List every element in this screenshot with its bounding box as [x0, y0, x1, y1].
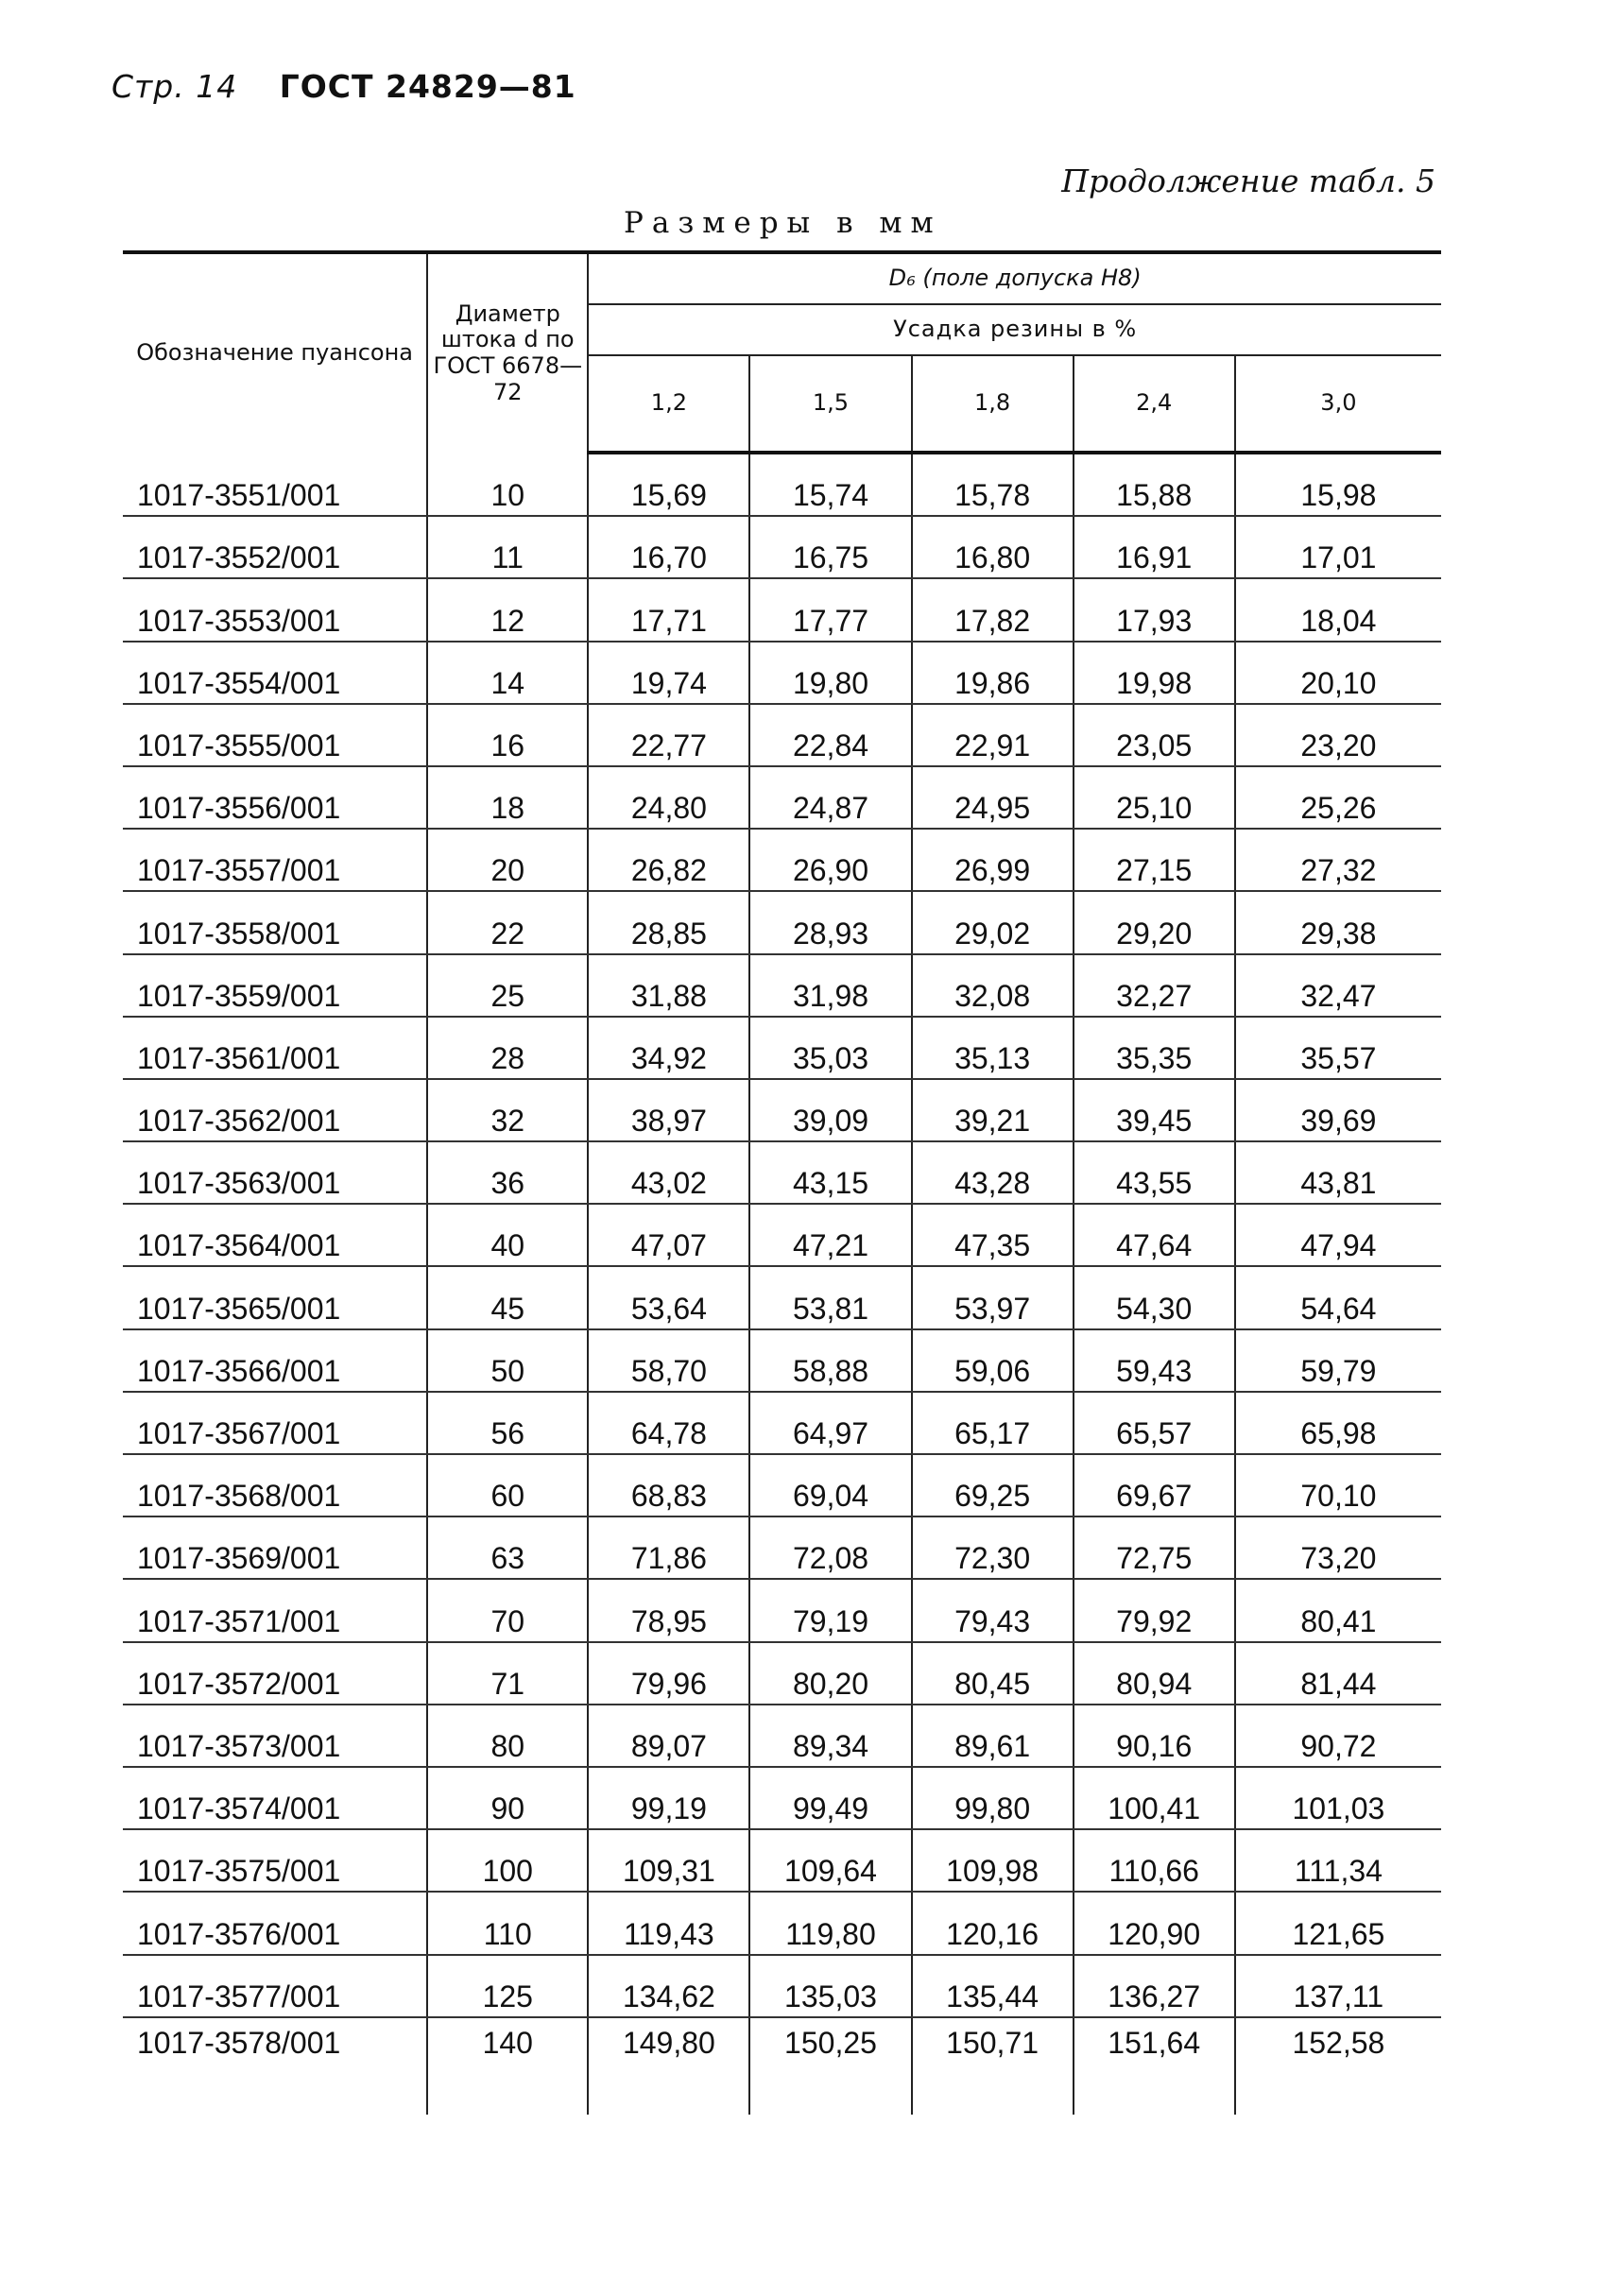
d6-value-cell: 59,43	[1074, 1329, 1235, 1392]
punch-designation-cell: 1017-3558/001	[123, 891, 427, 953]
rod-diameter-cell: 80	[427, 1705, 588, 1767]
d6-value-cell: 15,78	[912, 453, 1074, 516]
d6-value-cell: 43,28	[912, 1141, 1074, 1204]
rod-diameter-cell: 18	[427, 766, 588, 829]
rod-diameter-cell: 90	[427, 1767, 588, 1829]
d6-value-cell: 119,43	[588, 1892, 749, 1954]
d6-value-cell: 25,10	[1074, 766, 1235, 829]
punch-designation-cell: 1017-3567/001	[123, 1392, 427, 1454]
d6-value-cell: 71,86	[588, 1516, 749, 1579]
table-row	[123, 1266, 1441, 1328]
d6-value-cell: 54,64	[1235, 1266, 1441, 1328]
table-row	[123, 1017, 1441, 1079]
d6-value-cell: 137,11	[1235, 1955, 1441, 2017]
d6-value-cell: 79,43	[912, 1579, 1074, 1641]
header-shrink-value: 1,5	[749, 355, 911, 453]
d6-value-cell: 24,80	[588, 766, 749, 829]
d6-value-cell: 19,98	[1074, 642, 1235, 704]
d6-value-cell: 34,92	[588, 1017, 749, 1079]
d6-value-cell: 111,34	[1235, 1829, 1441, 1892]
d6-value-cell: 23,05	[1074, 704, 1235, 766]
d6-value-cell: 16,75	[749, 516, 911, 578]
punch-designation-cell: 1017-3561/001	[123, 1017, 427, 1079]
d6-value-cell: 15,88	[1074, 453, 1235, 516]
d6-value-cell: 22,77	[588, 704, 749, 766]
d6-value-cell: 20,10	[1235, 642, 1441, 704]
d6-value-cell: 15,98	[1235, 453, 1441, 516]
header-d6-tolerance: D₆ (поле допуска H8)	[588, 252, 1441, 304]
d6-value-cell: 65,57	[1074, 1392, 1235, 1454]
d6-value-cell: 17,01	[1235, 516, 1441, 578]
rod-diameter-cell: 40	[427, 1204, 588, 1266]
punch-designation-cell: 1017-3552/001	[123, 516, 427, 578]
d6-value-cell: 16,91	[1074, 516, 1235, 578]
table-row	[123, 891, 1441, 953]
d6-value-cell: 38,97	[588, 1079, 749, 1141]
d6-value-cell: 152,58	[1235, 2017, 1441, 2115]
d6-value-cell: 73,20	[1235, 1516, 1441, 1579]
d6-value-cell: 47,07	[588, 1204, 749, 1266]
table-row	[123, 829, 1441, 891]
table-row	[123, 1454, 1441, 1516]
punch-designation-cell: 1017-3571/001	[123, 1579, 427, 1641]
d6-value-cell: 89,07	[588, 1705, 749, 1767]
d6-value-cell: 16,70	[588, 516, 749, 578]
d6-value-cell: 72,30	[912, 1516, 1074, 1579]
rod-diameter-cell: 10	[427, 453, 588, 516]
d6-value-cell: 35,35	[1074, 1017, 1235, 1079]
d6-value-cell: 99,49	[749, 1767, 911, 1829]
d6-value-cell: 19,80	[749, 642, 911, 704]
d6-value-cell: 47,64	[1074, 1204, 1235, 1266]
punch-designation-cell: 1017-3566/001	[123, 1329, 427, 1392]
d6-value-cell: 53,81	[749, 1266, 911, 1328]
d6-value-cell: 16,80	[912, 516, 1074, 578]
rod-diameter-cell: 50	[427, 1329, 588, 1392]
punch-designation-cell: 1017-3565/001	[123, 1266, 427, 1328]
d6-value-cell: 100,41	[1074, 1767, 1235, 1829]
header-rubber-shrinkage: Усадка резины в %	[588, 304, 1441, 355]
d6-value-cell: 59,06	[912, 1329, 1074, 1392]
table-row	[123, 516, 1441, 578]
punch-designation-cell: 1017-3564/001	[123, 1204, 427, 1266]
rod-diameter-cell: 11	[427, 516, 588, 578]
d6-value-cell: 43,15	[749, 1141, 911, 1204]
d6-value-cell: 32,08	[912, 954, 1074, 1017]
d6-value-cell: 43,55	[1074, 1141, 1235, 1204]
punch-designation-cell: 1017-3556/001	[123, 766, 427, 829]
table-row	[123, 1642, 1441, 1705]
d6-value-cell: 29,02	[912, 891, 1074, 953]
d6-value-cell: 150,71	[912, 2017, 1074, 2115]
d6-value-cell: 47,21	[749, 1204, 911, 1266]
d6-value-cell: 90,16	[1074, 1705, 1235, 1767]
d6-value-cell: 109,98	[912, 1829, 1074, 1892]
d6-value-cell: 68,83	[588, 1454, 749, 1516]
d6-value-cell: 17,82	[912, 578, 1074, 641]
d6-value-cell: 135,03	[749, 1955, 911, 2017]
d6-value-cell: 35,13	[912, 1017, 1074, 1079]
rod-diameter-cell: 56	[427, 1392, 588, 1454]
table-row	[123, 704, 1441, 766]
d6-value-cell: 89,34	[749, 1705, 911, 1767]
page-header	[112, 68, 576, 105]
rod-diameter-cell: 12	[427, 578, 588, 641]
header-shrink-value: 1,2	[588, 355, 749, 453]
d6-value-cell: 29,20	[1074, 891, 1235, 953]
punch-designation-cell: 1017-3563/001	[123, 1141, 427, 1204]
table-row	[123, 1892, 1441, 1954]
d6-value-cell: 110,66	[1074, 1829, 1235, 1892]
d6-value-cell: 31,98	[749, 954, 911, 1017]
d6-value-cell: 149,80	[588, 2017, 749, 2115]
d6-value-cell: 80,94	[1074, 1642, 1235, 1705]
punch-designation-cell: 1017-3554/001	[123, 642, 427, 704]
d6-value-cell: 72,75	[1074, 1516, 1235, 1579]
d6-value-cell: 43,02	[588, 1141, 749, 1204]
table-row	[123, 1767, 1441, 1829]
rod-diameter-cell: 63	[427, 1516, 588, 1579]
d6-value-cell: 24,87	[749, 766, 911, 829]
d6-value-cell: 79,92	[1074, 1579, 1235, 1641]
table-row	[123, 453, 1441, 516]
d6-value-cell: 32,27	[1074, 954, 1235, 1017]
d6-value-cell: 58,88	[749, 1329, 911, 1392]
d6-value-cell: 69,67	[1074, 1454, 1235, 1516]
rod-diameter-cell: 20	[427, 829, 588, 891]
table-row	[123, 1705, 1441, 1767]
d6-value-cell: 28,85	[588, 891, 749, 953]
d6-value-cell: 79,96	[588, 1642, 749, 1705]
d6-value-cell: 39,69	[1235, 1079, 1441, 1141]
d6-value-cell: 29,38	[1235, 891, 1441, 953]
rod-diameter-cell: 45	[427, 1266, 588, 1328]
d6-value-cell: 136,27	[1074, 1955, 1235, 2017]
table-header	[123, 252, 1441, 453]
d6-value-cell: 120,90	[1074, 1892, 1235, 1954]
rod-diameter-cell: 36	[427, 1141, 588, 1204]
d6-value-cell: 72,08	[749, 1516, 911, 1579]
d6-value-cell: 19,86	[912, 642, 1074, 704]
d6-value-cell: 53,97	[912, 1266, 1074, 1328]
punch-dimensions-table	[123, 250, 1441, 2115]
punch-designation-cell: 1017-3559/001	[123, 954, 427, 1017]
table-body	[123, 453, 1441, 2115]
d6-value-cell: 24,95	[912, 766, 1074, 829]
punch-designation-cell: 1017-3572/001	[123, 1642, 427, 1705]
d6-value-cell: 17,71	[588, 578, 749, 641]
d6-value-cell: 80,45	[912, 1642, 1074, 1705]
punch-designation-cell: 1017-3575/001	[123, 1829, 427, 1892]
d6-value-cell: 39,45	[1074, 1079, 1235, 1141]
d6-value-cell: 79,19	[749, 1579, 911, 1641]
punch-designation-cell: 1017-3569/001	[123, 1516, 427, 1579]
d6-value-cell: 18,04	[1235, 578, 1441, 641]
d6-value-cell: 26,99	[912, 829, 1074, 891]
header-shrink-value: 3,0	[1235, 355, 1441, 453]
d6-value-cell: 22,84	[749, 704, 911, 766]
d6-value-cell: 27,15	[1074, 829, 1235, 891]
d6-value-cell: 69,04	[749, 1454, 911, 1516]
units-label: Размеры в мм	[624, 206, 942, 240]
d6-value-cell: 25,26	[1235, 766, 1441, 829]
rod-diameter-cell: 71	[427, 1642, 588, 1705]
table-row	[123, 578, 1441, 641]
punch-designation-cell: 1017-3555/001	[123, 704, 427, 766]
punch-designation-cell: 1017-3562/001	[123, 1079, 427, 1141]
d6-value-cell: 28,93	[749, 891, 911, 953]
table-row	[123, 1955, 1441, 2017]
punch-designation-cell: 1017-3568/001	[123, 1454, 427, 1516]
table-row	[123, 766, 1441, 829]
rod-diameter-cell: 16	[427, 704, 588, 766]
d6-value-cell: 31,88	[588, 954, 749, 1017]
d6-value-cell: 39,21	[912, 1079, 1074, 1141]
d6-value-cell: 19,74	[588, 642, 749, 704]
header-shrink-value: 2,4	[1074, 355, 1235, 453]
d6-value-cell: 80,20	[749, 1642, 911, 1705]
table-row	[123, 1079, 1441, 1141]
punch-designation-cell: 1017-3551/001	[123, 453, 427, 516]
d6-value-cell: 99,80	[912, 1767, 1074, 1829]
d6-value-cell: 65,98	[1235, 1392, 1441, 1454]
d6-value-cell: 35,03	[749, 1017, 911, 1079]
header-designation: Обозначение пуансона	[123, 252, 427, 453]
table-row	[123, 1329, 1441, 1392]
d6-value-cell: 120,16	[912, 1892, 1074, 1954]
d6-value-cell: 47,94	[1235, 1204, 1441, 1266]
d6-value-cell: 70,10	[1235, 1454, 1441, 1516]
d6-value-cell: 78,95	[588, 1579, 749, 1641]
d6-value-cell: 53,64	[588, 1266, 749, 1328]
punch-designation-cell: 1017-3578/001	[137, 2025, 341, 2060]
table-row	[123, 642, 1441, 704]
table-row	[123, 1204, 1441, 1266]
table-row	[123, 1392, 1441, 1454]
d6-value-cell: 101,03	[1235, 1767, 1441, 1829]
d6-value-cell: 80,41	[1235, 1579, 1441, 1641]
d6-value-cell: 47,35	[912, 1204, 1074, 1266]
d6-value-cell: 109,31	[588, 1829, 749, 1892]
d6-value-cell: 109,64	[749, 1829, 911, 1892]
table-row	[123, 2017, 1441, 2115]
d6-value-cell: 64,78	[588, 1392, 749, 1454]
d6-value-cell: 58,70	[588, 1329, 749, 1392]
page-number: Стр. 14	[112, 68, 238, 105]
table-row	[123, 1516, 1441, 1579]
d6-value-cell: 151,64	[1074, 2017, 1235, 2115]
d6-value-cell: 54,30	[1074, 1266, 1235, 1328]
rod-diameter-cell: 14	[427, 642, 588, 704]
d6-value-cell: 32,47	[1235, 954, 1441, 1017]
table-continuation-label: Продолжение табл. 5	[1061, 163, 1435, 199]
d6-value-cell: 81,44	[1235, 1642, 1441, 1705]
punch-designation-cell: 1017-3576/001	[123, 1892, 427, 1954]
table-row	[123, 1141, 1441, 1204]
d6-value-cell: 23,20	[1235, 704, 1441, 766]
d6-value-cell: 119,80	[749, 1892, 911, 1954]
d6-value-cell: 15,69	[588, 453, 749, 516]
d6-value-cell: 135,44	[912, 1955, 1074, 2017]
rod-diameter-cell: 60	[427, 1454, 588, 1516]
d6-value-cell: 89,61	[912, 1705, 1074, 1767]
gost-number: ГОСТ 24829—81	[279, 68, 576, 105]
d6-value-cell: 15,74	[749, 453, 911, 516]
d6-value-cell: 43,81	[1235, 1141, 1441, 1204]
rod-diameter-cell: 25	[427, 954, 588, 1017]
rod-diameter-cell: 100	[427, 1829, 588, 1892]
d6-value-cell: 22,91	[912, 704, 1074, 766]
d6-value-cell: 99,19	[588, 1767, 749, 1829]
d6-value-cell: 69,25	[912, 1454, 1074, 1516]
rod-diameter-cell: 28	[427, 1017, 588, 1079]
d6-value-cell: 26,90	[749, 829, 911, 891]
d6-value-cell: 35,57	[1235, 1017, 1441, 1079]
rod-diameter-cell: 70	[427, 1579, 588, 1641]
rod-diameter-cell: 140	[427, 2017, 588, 2115]
punch-designation-cell: 1017-3553/001	[123, 578, 427, 641]
header-rod-diameter: Диаметр штока d по ГОСТ 6678—72	[427, 252, 588, 453]
punch-designation-cell: 1017-3557/001	[123, 829, 427, 891]
d6-value-cell: 27,32	[1235, 829, 1441, 891]
d6-value-cell: 150,25	[749, 2017, 911, 2115]
punch-designation-cell: 1017-3573/001	[123, 1705, 427, 1767]
d6-value-cell: 17,93	[1074, 578, 1235, 641]
rod-diameter-cell: 110	[427, 1892, 588, 1954]
punch-designation-cell: 1017-3577/001	[123, 1955, 427, 2017]
d6-value-cell: 17,77	[749, 578, 911, 641]
rod-diameter-cell: 125	[427, 1955, 588, 2017]
table-row	[123, 1579, 1441, 1641]
punch-designation-cell: 1017-3574/001	[123, 1767, 427, 1829]
d6-value-cell: 121,65	[1235, 1892, 1441, 1954]
table-row	[123, 954, 1441, 1017]
d6-value-cell: 64,97	[749, 1392, 911, 1454]
header-shrink-value: 1,8	[912, 355, 1074, 453]
d6-value-cell: 134,62	[588, 1955, 749, 2017]
d6-value-cell: 39,09	[749, 1079, 911, 1141]
d6-value-cell: 90,72	[1235, 1705, 1441, 1767]
d6-value-cell: 59,79	[1235, 1329, 1441, 1392]
table-row	[123, 1829, 1441, 1892]
d6-value-cell: 65,17	[912, 1392, 1074, 1454]
rod-diameter-cell: 32	[427, 1079, 588, 1141]
d6-value-cell: 26,82	[588, 829, 749, 891]
rod-diameter-cell: 22	[427, 891, 588, 953]
